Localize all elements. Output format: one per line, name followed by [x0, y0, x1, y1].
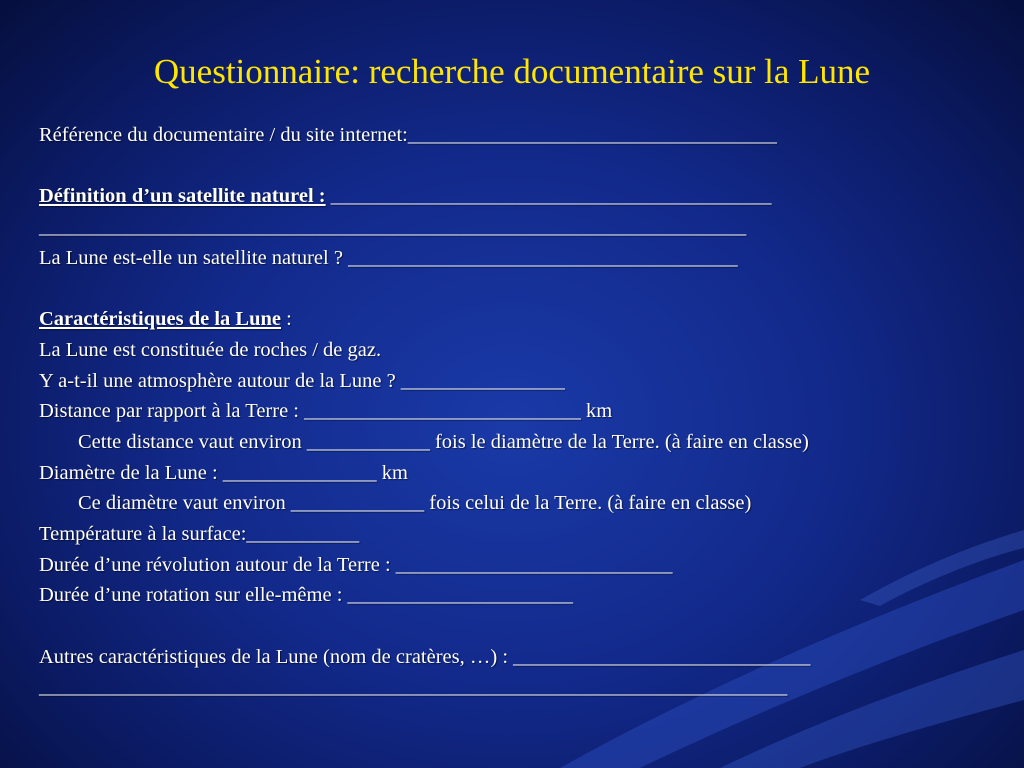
diameter-line: Diamètre de la Lune : _______________ km — [39, 461, 408, 484]
other-characteristics-line: Autres caractéristiques de la Lune (nom de cratères, …) : _____________________________ — [39, 645, 811, 668]
atmosphere-line: Y a-t-il une atmosphère autour de la Lune ? ________________ — [39, 369, 565, 392]
definition-blank: ___________________________________________ — [325, 185, 772, 208]
characteristics-heading-line — [39, 304, 1009, 335]
spacer — [39, 273, 1009, 304]
distance-compare-line: Cette distance vaut environ ____________ fois le diamètre de la Terre. (à faire en classe) — [78, 430, 809, 453]
other-characteristics-line-2: _________________________________________________________________________ — [39, 676, 788, 699]
spacer — [39, 611, 1009, 642]
spacer — [39, 151, 1009, 182]
rotation-line: Durée d’une rotation sur elle-même : ______________________ — [39, 584, 574, 607]
composition-line: La Lune est constituée de roches / de gaz. — [39, 338, 382, 361]
satellite-question-line: La Lune est-elle un satellite naturel ? ______________________________________ — [39, 246, 738, 269]
definition-line — [39, 181, 1009, 212]
slide-title — [0, 50, 1024, 94]
characteristics-colon: : — [281, 308, 292, 331]
reference-line: Référence du documentaire / du site internet:____________________________________ — [39, 124, 777, 146]
definition-heading: Définition d’un satellite naturel : — [39, 185, 326, 208]
temperature-line: Température à la surface:___________ — [39, 522, 360, 545]
revolution-line: Durée d’une révolution autour de la Terre : ___________________________ — [39, 553, 673, 576]
slide-title-text: Questionnaire: recherche documentaire sur la Lune — [153, 52, 871, 91]
characteristics-heading: Caractéristiques de la Lune — [39, 308, 281, 331]
questionnaire-body — [39, 120, 1009, 703]
distance-line: Distance par rapport à la Terre : ___________________________ km — [39, 400, 613, 423]
diameter-compare-line: Ce diamètre vaut environ _____________ fois celui de la Terre. (à faire en classe) — [78, 492, 752, 515]
definition-line-2: _____________________________________________________________________ — [39, 216, 747, 239]
